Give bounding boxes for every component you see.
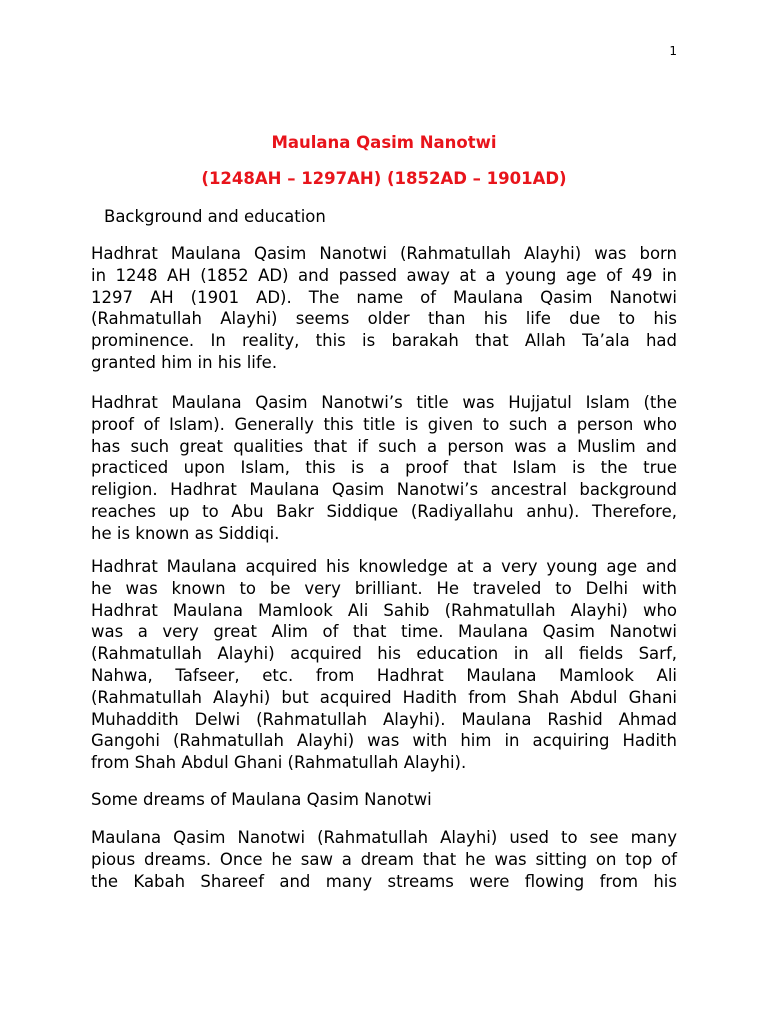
text-line: Gangohi (Rahmatullah Alayhi) was with him in acquiring Hadith	[91, 731, 677, 751]
text-line: Hadhrat Maulana acquired his knowledge at a very young age and	[91, 557, 677, 576]
text-line: (Rahmatullah Alayhi) but acquired Hadith from Shah Abdul Ghani	[91, 687, 677, 707]
text-line: pious dreams. Once he saw a dream that he was sitting on top of	[91, 849, 677, 869]
document-dates: (1248AH – 1297AH) (1852AD – 1901AD)	[201, 169, 567, 188]
text-line: (Rahmatullah Alayhi) acquired his education in all fields Sarf,	[91, 644, 677, 664]
text-line: 1297 AH (1901 AD). The name of Maulana Qasim Nanotwi	[91, 287, 677, 307]
text-line: reaches up to Abu Bakr Siddique (Radiyallahu anhu). Therefore,	[91, 501, 677, 521]
document-title: Maulana Qasim Nanotwi	[271, 133, 497, 152]
text-line: practiced upon Islam, this is a proof that Islam is the true	[91, 458, 677, 478]
text-line: has such great qualities that if such a person was a Muslim and	[91, 436, 677, 456]
text-line: Nahwa, Tafseer, etc. from Hadhrat Maulana Mamlook Ali	[91, 665, 677, 685]
section-heading-dreams: Some dreams of Maulana Qasim Nanotwi	[91, 790, 432, 809]
text-line: he was known to be very brilliant. He traveled to Delhi with	[91, 578, 677, 598]
text-line: (Rahmatullah Alayhi) seems older than his life due to his	[91, 309, 677, 329]
text-line: granted him in his life.	[91, 352, 278, 372]
text-line: he is known as Siddiqi.	[91, 523, 280, 543]
text-line: Hadhrat Maulana Qasim Nanotwi (Rahmatullah Alayhi) was born	[91, 244, 677, 263]
section-heading-background: Background and education	[104, 207, 326, 226]
text-line: Muhaddith Delwi (Rahmatullah Alayhi). Maulana Rashid Ahmad	[91, 709, 677, 729]
text-line: in 1248 AH (1852 AD) and passed away at a young age of 49 in	[91, 265, 677, 285]
text-line: was a very great Alim of that time. Maulana Qasim Nanotwi	[91, 622, 677, 642]
text-line: prominence. In reality, this is barakah that Allah Ta’ala had	[91, 331, 677, 351]
text-line: Hadhrat Maulana Qasim Nanotwi’s title was Hujjatul Islam (the	[91, 393, 677, 412]
text-line: Maulana Qasim Nanotwi (Rahmatullah Alayhi) used to see many	[91, 828, 677, 847]
text-line: from Shah Abdul Ghani (Rahmatullah Alayhi).	[91, 753, 467, 773]
paragraph-knowledge	[91, 556, 677, 774]
text-line: Hadhrat Maulana Mamlook Ali Sahib (Rahmatullah Alayhi) who	[91, 600, 677, 620]
text-line: the Kabah Shareef and many streams were flowing from his	[91, 871, 677, 891]
page-number: 1	[669, 44, 677, 58]
paragraph-birth	[91, 243, 677, 374]
paragraph-dreams	[91, 827, 677, 892]
text-line: religion. Hadhrat Maulana Qasim Nanotwi’s ancestral background	[91, 480, 677, 500]
text-line: proof of Islam). Generally this title is given to such a person who	[91, 414, 677, 434]
paragraph-title	[91, 392, 677, 545]
